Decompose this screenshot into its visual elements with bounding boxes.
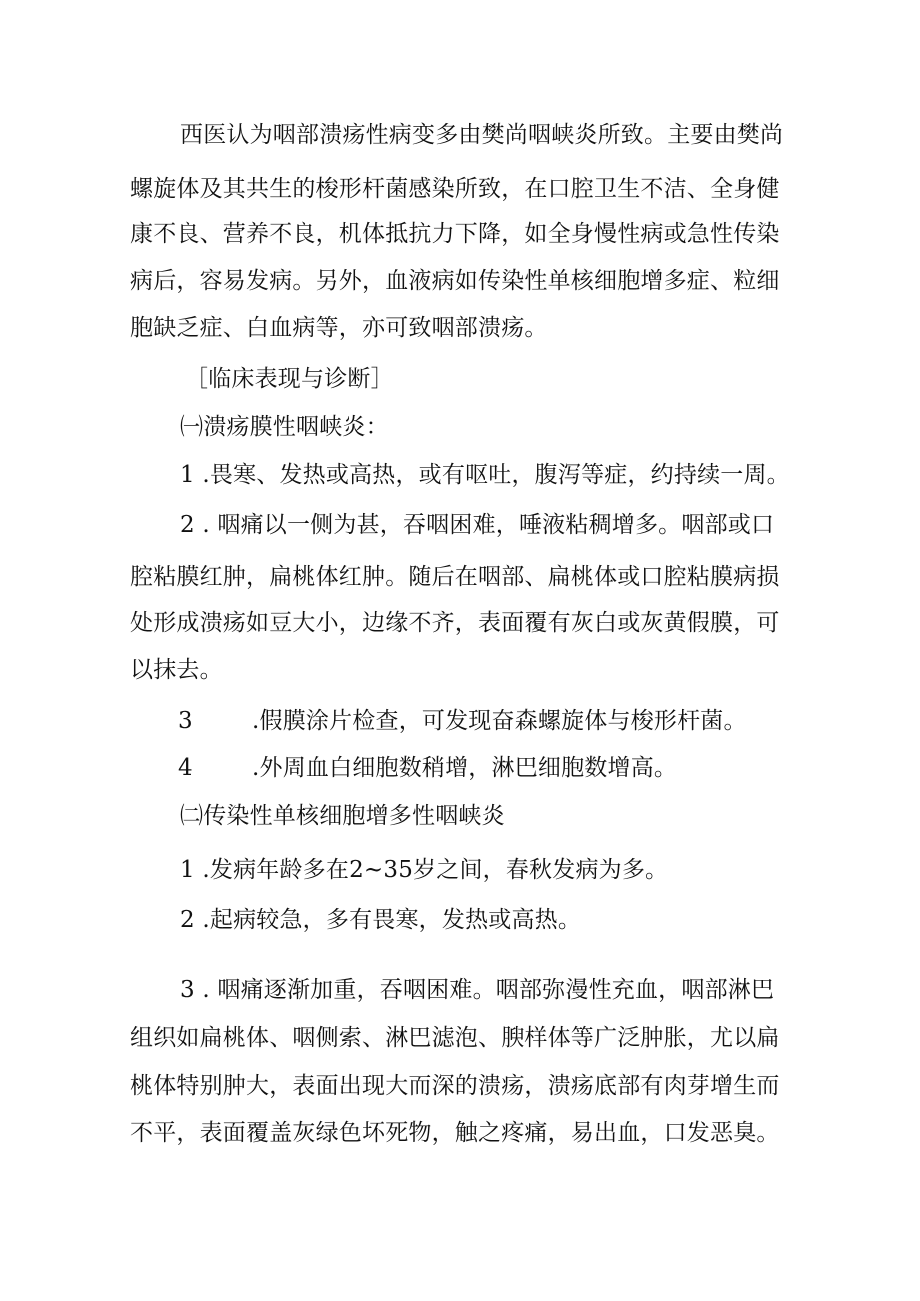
sub1-item1 <box>180 460 790 490</box>
sub2-item2-number: 2 <box>180 907 195 933</box>
sub1-item2-line2: 腔粘膜红肿，扁桃体红肿。随后在咽部、扁桃体或口腔粘膜病损 <box>130 564 780 590</box>
sub1-item3-text: .假膜涂片检查，可发现奋森螺旋体与梭形杆菌。 <box>252 708 747 734</box>
sub1-item1-number: 1 <box>180 462 195 488</box>
sub2-item2 <box>180 905 581 935</box>
sub1-item2-text: . 咽痛以一侧为甚，吞咽困难，唾液粘稠增多。咽部或口 <box>202 512 775 538</box>
sub1-item4-number: 4 <box>178 755 193 781</box>
paragraph1-line1: 西医认为咽部溃疡性病变多由樊尚咽峡炎所致。主要由樊尚 <box>180 122 784 148</box>
sub1-item3-number: 3 <box>178 708 193 734</box>
paragraph1-line4: 病后，容易发病。另外，血液病如传染性单核细胞增多症、粒细 <box>130 268 780 294</box>
sub1-title: ㈠溃疡膜性咽峡炎： <box>180 414 389 440</box>
paragraph1-line3: 康不良、营养不良，机体抵抗力下降，如全身慢性病或急性传染 <box>130 221 780 247</box>
sub2-item1-text: .发病年龄多在2~35岁之间，春秋发病为多。 <box>202 857 669 883</box>
sub2-item3-line2: 组织如扁桃体、咽侧索、淋巴滤泡、腴样体等广泛肿胀，尤以扁 <box>130 1025 780 1051</box>
sub2-item3-line3: 桃体特别肿大，表面出现大而深的溃疡，溃疡底部有肉芽增生而 <box>130 1073 780 1099</box>
sub1-item2-number: 2 <box>180 512 195 538</box>
sub2-item1 <box>180 855 668 885</box>
section-heading: ［临床表现与诊断］ <box>185 366 394 392</box>
sub2-item1-number: 1 <box>180 857 195 883</box>
sub1-item2-line3: 处形成溃疡如豆大小，边缘不齐，表面覆有灰白或灰黄假膜，可 <box>130 610 780 636</box>
sub1-item4 <box>178 753 677 783</box>
sub2-item3-line4: 不平，表面覆盖灰绿色坏死物，触之疼痛，易出血，口发恶臭。 <box>130 1120 780 1146</box>
paragraph1-line2: 螺旋体及其共生的梭形杆菌感染所致，在口腔卫生不洁、全身健 <box>130 176 780 202</box>
sub2-item2-text: .起病较急，多有畏寒，发热或高热。 <box>202 907 582 933</box>
sub2-item3-number: 3 <box>180 977 195 1003</box>
sub1-item1-text: .畏寒、发热或高热，或有呕吐，腹泻等症，约持续一周。 <box>202 462 790 488</box>
sub1-item3 <box>178 706 747 736</box>
sub2-item3-line1 <box>180 975 774 1005</box>
paragraph1-line5: 胞缺乏症、白血病等，亦可致咽部溃疡。 <box>130 315 548 341</box>
sub1-item4-text: .外周血白细胞数稍增，淋巴细胞数增高。 <box>252 755 678 781</box>
sub2-item3-text: . 咽痛逐渐加重，吞咽困难。咽部弥漫性充血，咽部淋巴 <box>202 977 775 1003</box>
sub2-title: ㈡传染性单核细胞增多性咽峡炎 <box>180 803 505 829</box>
sub1-item2-line1 <box>180 510 774 540</box>
sub1-item2-line4: 以抹去。 <box>130 657 223 683</box>
